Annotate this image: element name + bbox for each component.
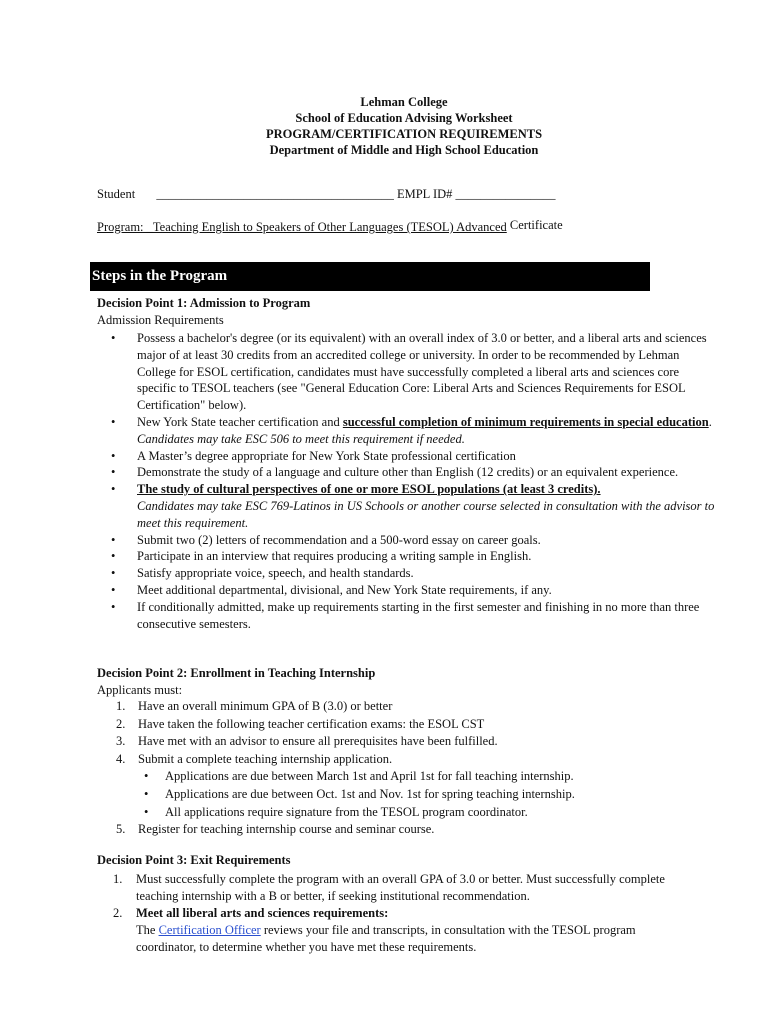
list-item [138, 768, 716, 786]
bullet-icon: • [111, 414, 116, 429]
student-label: Student [97, 187, 136, 201]
list-item-text: Possess a bachelor's degree (or its equivalent) with an overall index of 3.0 or better, and a liberal arts and sciences major of at least 30 credits from an accredited college or university. In order to be recommended by Lehman College for ESOL certification, candidates must have successfully completed a liberal arts and sciences core specific to TESOL teachers (see "General Education Core: Liberal Arts and Sciences Requirements for ESOL Certification" below). [137, 331, 707, 413]
list-item-text: Have an overall minimum GPA of B (3.0) or better [138, 699, 393, 713]
list-item [113, 905, 693, 956]
application-deadlines-list [138, 768, 716, 821]
steps-section-bar: Steps in the Program [90, 262, 650, 291]
list-item-emphasis: The study of cultural perspectives of one or more ESOL populations (at least 3 credits). [137, 482, 601, 497]
list-item [97, 330, 717, 414]
list-item-text: Satisfy appropriate voice, speech, and health standards. [137, 566, 414, 581]
list-item [138, 786, 716, 804]
list-item [97, 448, 717, 465]
list-item-text: Register for teaching internship course and seminar course. [138, 822, 435, 837]
list-item-text: Have taken the following teacher certification exams: the ESOL CST [138, 716, 485, 731]
list-item-text: Submit a complete teaching internship application. [138, 751, 393, 766]
list-number: 2. [113, 906, 123, 920]
list-item-text: If conditionally admitted, make up requirements starting in the first semester and finishing in no more than three consecutive semesters. [137, 599, 700, 631]
list-item [97, 414, 717, 448]
list-item [97, 548, 717, 565]
list-item-text: reviews your file and transcripts, in consultation with the TESOL program coordinator, to determine whether you have met these requirements. [136, 923, 636, 954]
list-item [116, 751, 716, 821]
list-item-text: Applications are due between Oct. 1st and Nov. 1st for spring teaching internship. [165, 786, 575, 801]
list-item [97, 464, 717, 481]
list-number: 5. [116, 822, 126, 837]
dp2-steps-list [116, 698, 716, 839]
bullet-icon: • [111, 331, 116, 345]
list-item-heading: Meet all liberal arts and sciences requirements: [136, 906, 389, 920]
dp1-subtitle: Admission Requirements [97, 313, 224, 327]
student-field[interactable]: ______________________________________ [156, 187, 394, 201]
dp1-title: Decision Point 1: Admission to Program [97, 296, 311, 310]
list-item [97, 582, 717, 599]
list-number: 2. [116, 716, 126, 731]
bullet-icon: • [111, 582, 116, 597]
list-item-text: Applications are due between March 1st and April 1st for fall teaching internship. [165, 769, 574, 784]
list-item [97, 532, 717, 549]
list-item [97, 599, 717, 633]
bullet-icon: • [111, 599, 116, 614]
list-item-text: All applications require signature from the TESOL program coordinator. [165, 804, 528, 819]
list-item-note: Candidates may take ESC 769-Latinos in US Schools or another course selected in consultation with the advisor to meet this requirement. [137, 498, 715, 530]
bullet-icon: • [144, 769, 149, 784]
empl-label: EMPL ID# [396, 187, 453, 201]
bullet-icon: • [111, 482, 116, 497]
list-item [116, 698, 716, 716]
list-item-text: Have met with an advisor to ensure all prerequisites have been fulfilled. [138, 734, 498, 749]
college-name: Lehman College [360, 95, 448, 109]
student-line [97, 187, 556, 202]
list-item-text: Submit two (2) letters of recommendation and a 500-word essay on career goals. [137, 532, 541, 547]
list-item-text: New York State teacher certification and [137, 414, 343, 429]
bullet-icon: • [111, 566, 116, 581]
requirements-title: PROGRAM/CERTIFICATION REQUIREMENTS [265, 127, 543, 141]
bullet-icon: • [144, 804, 149, 819]
bullet-icon: • [111, 549, 116, 564]
list-item [97, 481, 717, 531]
certification-officer-link[interactable]: Certification Officer [158, 923, 261, 937]
list-item-text: . [708, 414, 712, 429]
dp3-title: Decision Point 3: Exit Requirements [97, 853, 291, 867]
dp1-requirements-list [97, 330, 717, 632]
list-number: 1. [116, 699, 126, 713]
empl-field[interactable]: ______________ [455, 187, 544, 201]
list-item [113, 871, 693, 905]
list-item-emphasis: successful completion of minimum requirements in special education [342, 414, 709, 429]
list-item [97, 565, 717, 582]
program-text-tail: Certificate [509, 218, 563, 232]
dp3-requirements-list [113, 871, 693, 956]
dp2-title: Decision Point 2: Enrollment in Teaching Internship [97, 666, 376, 680]
list-item-note: Candidates may take ESC 506 to meet this requirement if needed. [137, 431, 465, 446]
bullet-icon: • [111, 532, 116, 547]
list-item-text: Meet additional departmental, divisional, and New York State requirements, if any. [137, 582, 552, 597]
list-item [116, 821, 716, 839]
program-text: Program: _Teaching English to Speakers of Other Languages (TESOL) Advanced [97, 220, 507, 234]
list-item-text: Demonstrate the study of a language and culture other than English (12 credits) or an equivalent experience. [137, 465, 679, 480]
bullet-icon: • [111, 448, 116, 463]
document-header [0, 94, 770, 158]
list-item-text: The [136, 923, 159, 937]
list-item-text: A Master’s degree appropriate for New York State professional certification [137, 448, 516, 463]
empl-field-tail: __ [543, 187, 556, 201]
list-item-text: Participate in an interview that requires producing a writing sample in English. [137, 549, 532, 564]
list-number: 4. [116, 751, 126, 766]
list-item [116, 716, 716, 734]
bullet-icon: • [144, 786, 149, 801]
worksheet-title: School of Education Advising Worksheet [295, 111, 513, 125]
list-number: 1. [113, 872, 123, 886]
list-item [116, 733, 716, 751]
department-name: Department of Middle and High School Education [269, 143, 539, 157]
dp2-subtitle: Applicants must: [97, 683, 183, 697]
list-item [138, 804, 716, 822]
bullet-icon: • [111, 465, 116, 480]
list-number: 3. [116, 734, 126, 749]
list-item-text: Must successfully complete the program with an overall GPA of 3.0 or better. Must successfully complete teaching internship with a B or better, if seeking institutional recommendation. [136, 872, 665, 903]
program-line [97, 220, 563, 235]
